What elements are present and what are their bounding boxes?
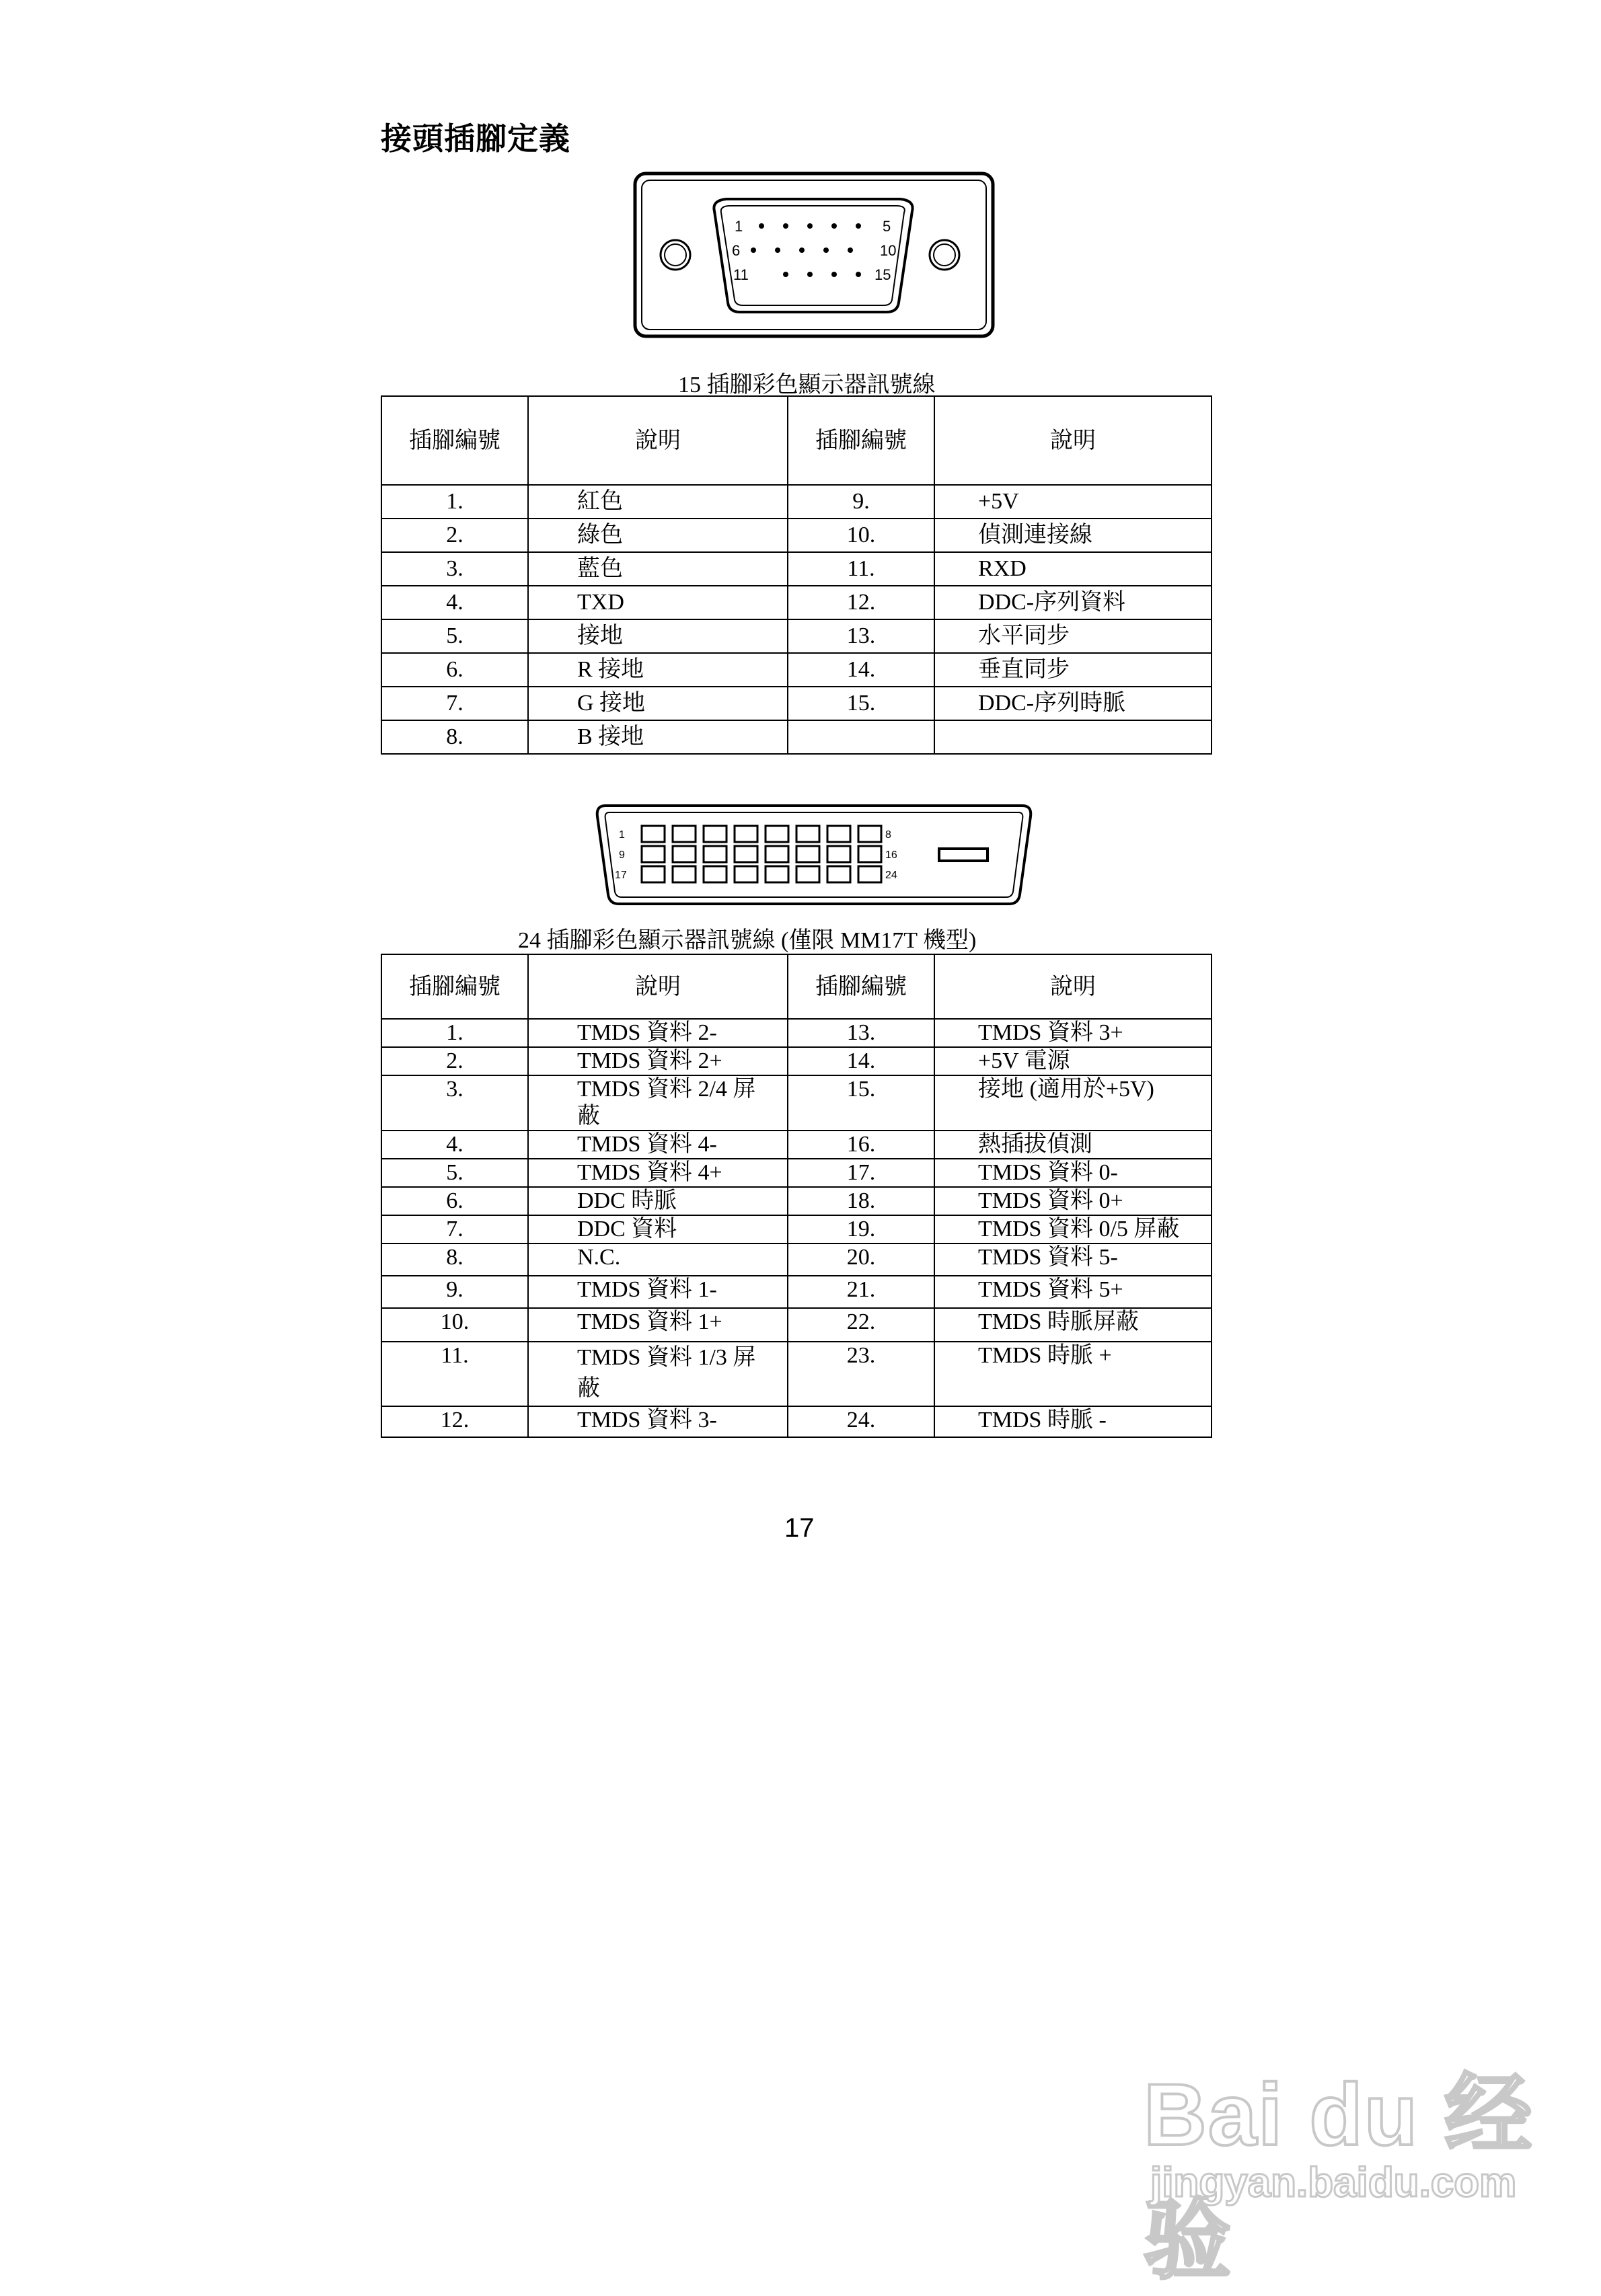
pin-description: 垂直同步	[934, 653, 1212, 687]
pin-number: 22.	[788, 1308, 934, 1342]
pin-description: R 接地	[528, 653, 788, 687]
pin-description: 偵測連接線	[934, 519, 1212, 552]
pin-description: TMDS 資料 4-	[528, 1131, 788, 1159]
dvi-label-8: 8	[885, 829, 891, 841]
pin-description: 接地	[528, 619, 788, 653]
pin-number: 24.	[788, 1406, 934, 1437]
table-row	[381, 1131, 1212, 1159]
pin-number: 5.	[381, 1159, 528, 1187]
pin-number: 14.	[788, 653, 934, 687]
pin-description: +5V	[934, 485, 1212, 519]
pin-number: 15.	[788, 687, 934, 720]
pin-number: 6.	[381, 653, 528, 687]
pin-number: 9.	[788, 485, 934, 519]
pin-number: 4.	[381, 1131, 528, 1159]
dvi-label-9: 9	[619, 849, 625, 861]
table-row	[381, 1187, 1212, 1215]
pin-description: 接地 (適用於+5V)	[934, 1075, 1212, 1131]
pin-number: 14.	[788, 1047, 934, 1075]
pin-description: TXD	[528, 586, 788, 619]
pin-number: 8.	[381, 1243, 528, 1276]
pin-description: TMDS 資料 4+	[528, 1159, 788, 1187]
pin-description: TMDS 時脈屏蔽	[934, 1308, 1212, 1342]
table-row	[381, 1276, 1212, 1308]
header-pin-number: 插腳編號	[788, 954, 934, 1019]
table-row	[381, 687, 1212, 720]
pin-number: 17.	[788, 1159, 934, 1187]
header-description: 說明	[528, 954, 788, 1019]
vga-caption: 15 插腳彩色顯示器訊號線	[678, 373, 936, 397]
pin-number: 1.	[381, 485, 528, 519]
dvi-label-17: 17	[615, 870, 627, 881]
pin-number: 23.	[788, 1342, 934, 1406]
pin-number: 6.	[381, 1187, 528, 1215]
pin-number: 20.	[788, 1243, 934, 1276]
pin-number: 10.	[788, 519, 934, 552]
vga-label-15: 15	[874, 266, 891, 283]
pin-description: TMDS 資料 3+	[934, 1019, 1212, 1047]
pin-description: TMDS 資料 1-	[528, 1276, 788, 1308]
pin-number: 18.	[788, 1187, 934, 1215]
baidu-watermark-logo: Bai du 经验	[1144, 2065, 1534, 2289]
pin-number: 15.	[788, 1075, 934, 1131]
dvi-connector-diagram	[592, 802, 1036, 909]
pin-number: 11.	[788, 552, 934, 586]
header-description: 說明	[934, 396, 1212, 485]
pin-number: 2.	[381, 1047, 528, 1075]
pin-description: N.C.	[528, 1243, 788, 1276]
header-pin-number: 插腳編號	[788, 396, 934, 485]
table-row	[381, 619, 1212, 653]
pin-description: DDC 資料	[528, 1215, 788, 1243]
pin-description: TMDS 資料 1/3 屏蔽	[528, 1342, 788, 1406]
pin-number: 5.	[381, 619, 528, 653]
pin-number: 4.	[381, 586, 528, 619]
baidu-watermark-url: jingyan.baidu.com	[1150, 2159, 1517, 2206]
dvi-pin-table	[381, 954, 1212, 1438]
pin-description: TMDS 資料 3-	[528, 1406, 788, 1437]
table-row	[381, 720, 1212, 754]
pin-number	[788, 720, 934, 754]
pin-description: 熱插拔偵測	[934, 1131, 1212, 1159]
pin-number: 2.	[381, 519, 528, 552]
pin-description: TMDS 資料 1+	[528, 1308, 788, 1342]
pin-description	[934, 720, 1212, 754]
pin-number: 9.	[381, 1276, 528, 1308]
pin-description: TMDS 資料 2+	[528, 1047, 788, 1075]
pin-description: DDC-序列時脈	[934, 687, 1212, 720]
table-row	[381, 1215, 1212, 1243]
pin-number: 10.	[381, 1308, 528, 1342]
pin-description: DDC 時脈	[528, 1187, 788, 1215]
header-description: 說明	[934, 954, 1212, 1019]
table-row	[381, 1406, 1212, 1437]
table-row	[381, 519, 1212, 552]
header-description: 說明	[528, 396, 788, 485]
vga-label-1: 1	[735, 218, 743, 235]
pin-number: 11.	[381, 1342, 528, 1406]
pin-number: 1.	[381, 1019, 528, 1047]
pin-description: B 接地	[528, 720, 788, 754]
pin-number: 21.	[788, 1276, 934, 1308]
pin-number: 3.	[381, 552, 528, 586]
pin-description: 藍色	[528, 552, 788, 586]
pin-number: 3.	[381, 1075, 528, 1131]
table-row	[381, 552, 1212, 586]
page-number: 17	[784, 1513, 815, 1543]
vga-label-11: 11	[733, 266, 749, 283]
pin-description: TMDS 資料 5+	[934, 1276, 1212, 1308]
vga-label-5: 5	[883, 218, 891, 235]
pin-description: RXD	[934, 552, 1212, 586]
table-row	[381, 1047, 1212, 1075]
pin-description: TMDS 資料 0+	[934, 1187, 1212, 1215]
table-row	[381, 485, 1212, 519]
pin-description: 水平同步	[934, 619, 1212, 653]
table-header-row	[381, 396, 1212, 485]
vga-label-6: 6	[732, 242, 741, 259]
header-pin-number: 插腳編號	[381, 396, 528, 485]
pin-description: DDC-序列資料	[934, 586, 1212, 619]
table-row	[381, 1019, 1212, 1047]
table-row	[381, 1075, 1212, 1131]
pin-number: 8.	[381, 720, 528, 754]
pin-number: 13.	[788, 1019, 934, 1047]
pin-number: 7.	[381, 1215, 528, 1243]
dvi-label-16: 16	[885, 849, 897, 861]
pin-description: TMDS 資料 5-	[934, 1243, 1212, 1276]
dvi-caption: 24 插腳彩色顯示器訊號線 (僅限 MM17T 機型)	[518, 928, 977, 953]
pin-number: 12.	[381, 1406, 528, 1437]
vga-pin-table	[381, 395, 1212, 755]
pin-number: 19.	[788, 1215, 934, 1243]
pin-description: G 接地	[528, 687, 788, 720]
table-row	[381, 1243, 1212, 1276]
pin-description: TMDS 資料 2-	[528, 1019, 788, 1047]
pin-description: +5V 電源	[934, 1047, 1212, 1075]
table-row	[381, 1159, 1212, 1187]
pin-description: 綠色	[528, 519, 788, 552]
pin-description: TMDS 資料 0-	[934, 1159, 1212, 1187]
table-header-row	[381, 954, 1212, 1019]
vga-label-10: 10	[880, 242, 897, 259]
pin-description: TMDS 時脈 -	[934, 1406, 1212, 1437]
header-pin-number: 插腳編號	[381, 954, 528, 1019]
dvi-label-24: 24	[885, 870, 897, 881]
table-row	[381, 1342, 1212, 1406]
vga-connector-diagram	[632, 171, 996, 339]
pin-number: 13.	[788, 619, 934, 653]
pin-number: 16.	[788, 1131, 934, 1159]
dvi-label-1: 1	[619, 829, 625, 841]
pin-number: 7.	[381, 687, 528, 720]
table-row	[381, 586, 1212, 619]
pin-description: TMDS 時脈 +	[934, 1342, 1212, 1406]
pin-number: 12.	[788, 586, 934, 619]
table-row	[381, 653, 1212, 687]
pin-description: TMDS 資料 2/4 屏蔽	[528, 1075, 788, 1131]
table-row	[381, 1308, 1212, 1342]
pin-description: 紅色	[528, 485, 788, 519]
page-heading: 接頭插腳定義	[381, 121, 570, 156]
pin-description: TMDS 資料 0/5 屏蔽	[934, 1215, 1212, 1243]
